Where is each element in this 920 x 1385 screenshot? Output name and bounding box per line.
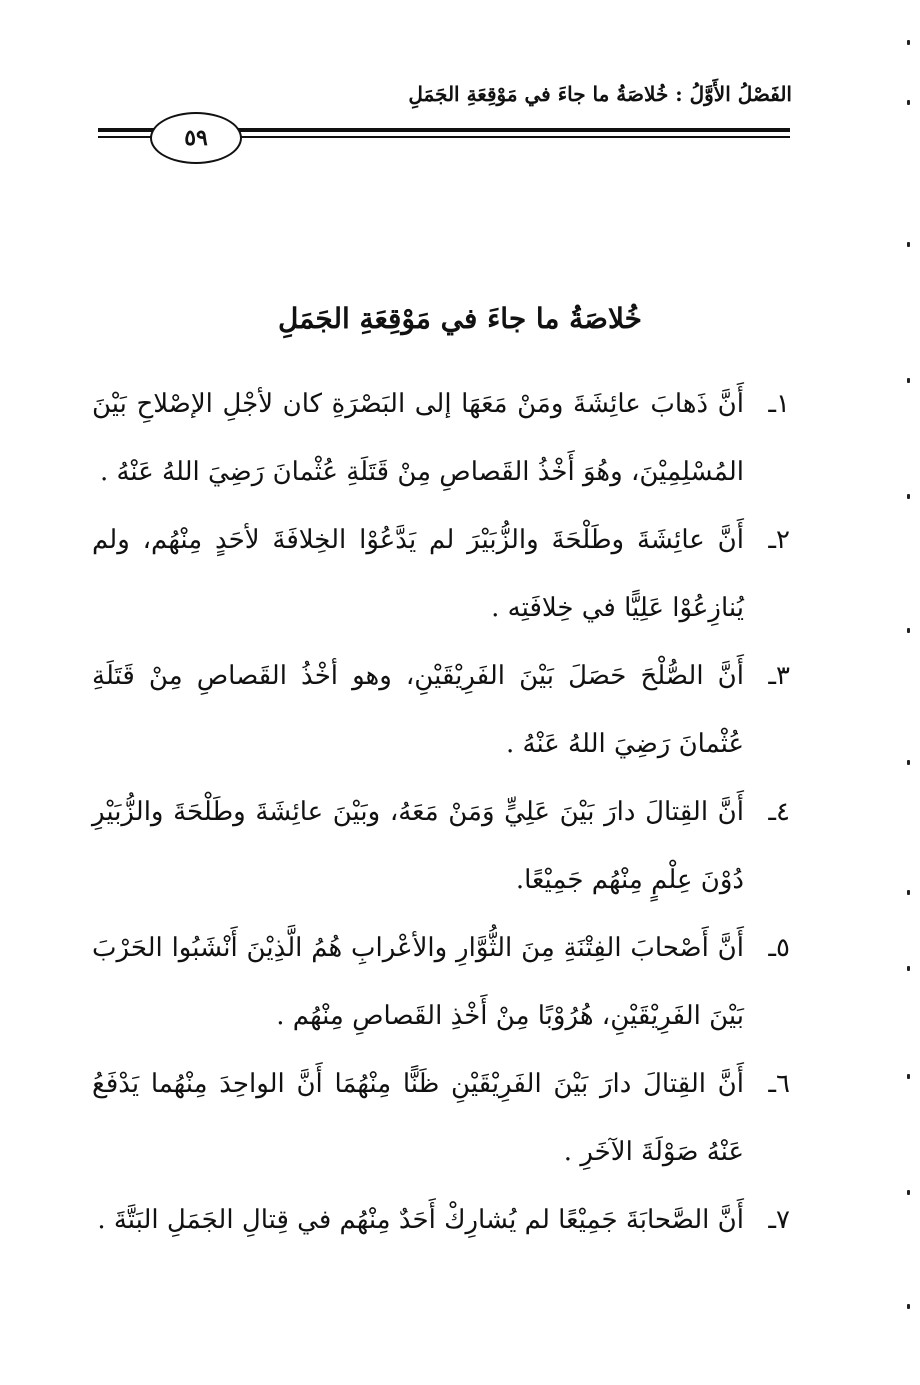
section-title: خُلاصَةُ ما جاءَ في مَوْقِعَةِ الجَمَلِ xyxy=(278,302,642,335)
item-text: أَنَّ عائِشَةَ وطَلْحَةَ والزُّبَيْرَ لم يَدَّعُوْا الخِلافَةَ لأحَدٍ مِنْهُم، ولم يُنازِعُوْا عَلِيًّا في خِلافَتِه . xyxy=(92,525,744,623)
list-item xyxy=(92,370,790,506)
scan-mark xyxy=(907,242,910,247)
item-number: ٢ـ xyxy=(768,525,790,555)
scan-mark xyxy=(907,1074,910,1079)
list-item xyxy=(92,778,790,914)
scan-mark xyxy=(907,40,910,45)
scan-mark xyxy=(907,494,910,499)
scan-mark xyxy=(907,966,910,971)
item-text: أَنَّ الصَّحابَةَ جَمِيْعًا لم يُشارِكْ أَحَدٌ مِنْهُم في قِتالِ الجَمَلِ البَتَّةَ . xyxy=(97,1205,744,1235)
item-text: أَنَّ القِتالَ دارَ بَيْنَ الفَرِيْقَيْنِ ظَنًّا مِنْهُمَا أَنَّ الواحِدَ مِنْهُما يَدْفَعُ عَنْهُ صَوْلَةَ الآخَرِ . xyxy=(92,1069,744,1167)
scan-mark xyxy=(907,100,910,105)
item-number: ١ـ xyxy=(768,389,790,419)
list-item xyxy=(92,642,790,778)
scan-mark xyxy=(907,378,910,383)
list-item xyxy=(92,914,790,1050)
running-header: الفَصْلُ الأَوَّلُ : خُلاصَةُ ما جاءَ في مَوْقِعَةِ الجَمَلِ xyxy=(408,82,792,106)
item-text: أَنَّ أَصْحابَ الفِتْنَةِ مِنَ الثُّوَّارِ والأعْرابِ هُمُ الَّذِيْنَ أَنْشَبُوا الحَرْبَ بَيْنَ الفَرِيْقَيْنِ، هُرُوْبًا مِنْ أَخْذِ القَصاصِ مِنْهُم . xyxy=(92,933,744,1031)
item-text: أَنَّ الصُّلْحَ حَصَلَ بَيْنَ الفَرِيْقَيْنِ، وهو أخْذُ القَصاصِ مِنْ قَتَلَةِ عُثْمانَ رَضِيَ اللهُ عَنْهُ . xyxy=(92,661,744,759)
item-text: أَنَّ القِتالَ دارَ بَيْنَ عَلِيٍّ وَمَنْ مَعَهُ، وبَيْنَ عائِشَةَ وطَلْحَةَ والزُّبَيْرِ دُوْنَ عِلْمٍ مِنْهُم جَمِيْعًا. xyxy=(92,797,744,895)
scan-mark xyxy=(907,1304,910,1309)
scan-mark xyxy=(907,890,910,895)
scan-mark xyxy=(907,1190,910,1195)
scan-mark xyxy=(907,760,910,765)
item-text: أَنَّ ذَهابَ عائِشَةَ ومَنْ مَعَهَا إلى البَصْرَةِ كان لأجْلِ الإصْلاحِ بَيْنَ المُسْلِمِيْنَ، وهُوَ أَخْذُ القَصاصِ مِنْ قَتَلَةِ عُثْمانَ رَضِيَ اللهُ عَنْهُ . xyxy=(92,389,744,487)
summary-list xyxy=(92,370,790,1254)
item-number: ٧ـ xyxy=(768,1205,790,1235)
item-number: ٦ـ xyxy=(768,1069,790,1099)
item-number: ٥ـ xyxy=(768,933,790,963)
list-item xyxy=(92,1186,790,1254)
list-item xyxy=(92,506,790,642)
scan-mark xyxy=(907,628,910,633)
item-number: ٤ـ xyxy=(768,797,790,827)
page-number: ٥٩ xyxy=(150,112,242,164)
item-number: ٣ـ xyxy=(768,661,790,691)
list-item xyxy=(92,1050,790,1186)
